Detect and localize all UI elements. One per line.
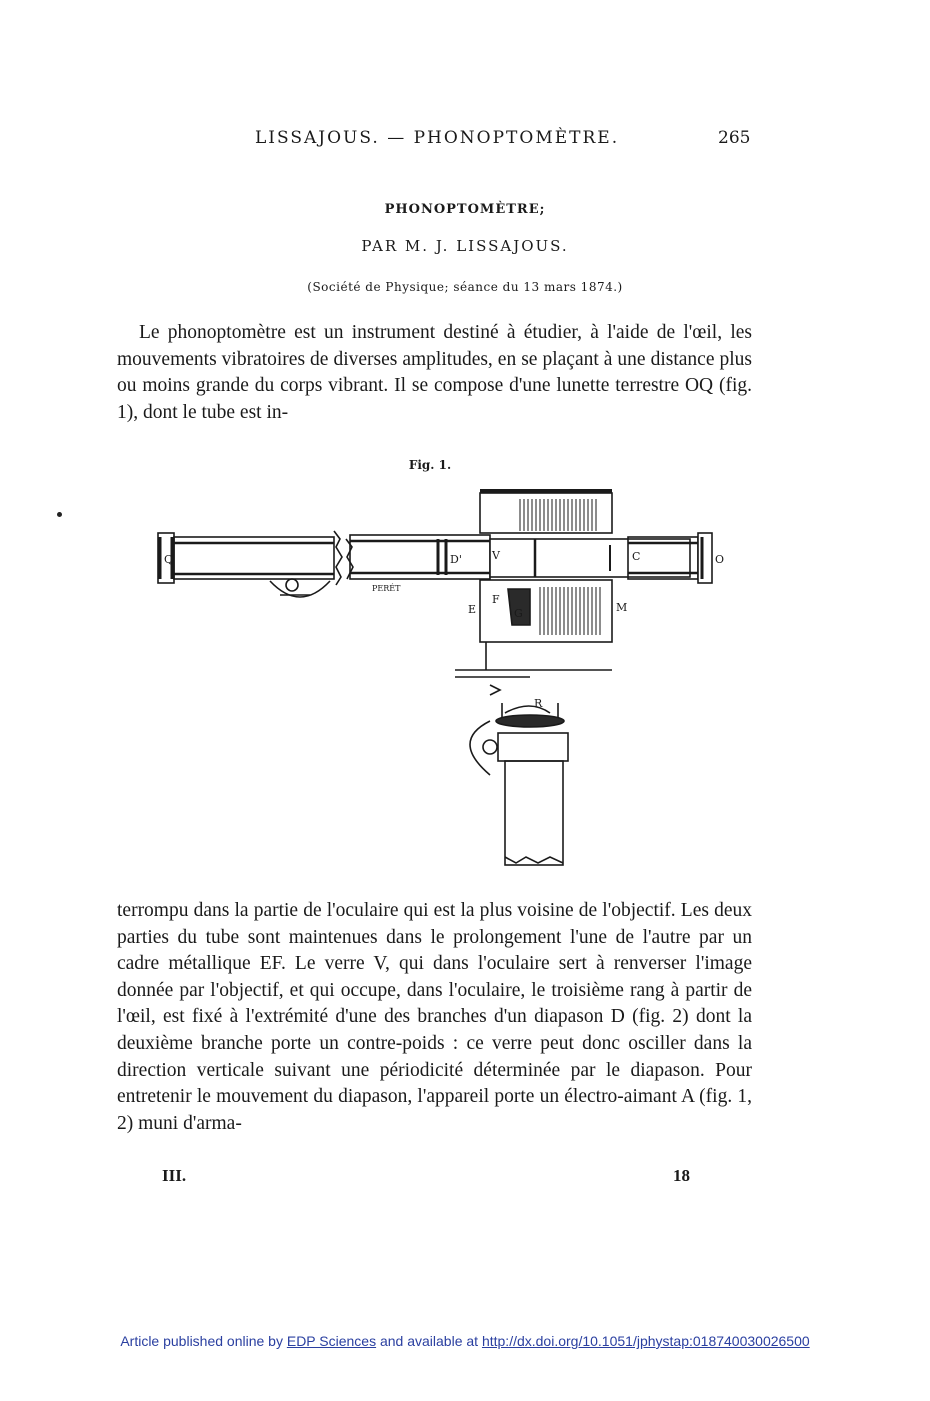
volume-mark: III.: [162, 1166, 187, 1185]
notice-middle: and available at: [376, 1333, 482, 1349]
article-title: PHONOPTOMÈTRE;: [384, 202, 546, 217]
page-number: 265: [718, 128, 751, 148]
running-title: LISSAJOUS. — PHONOPTOMÈTRE.: [255, 128, 620, 148]
figure-label: Fig. 1.: [408, 458, 452, 472]
body-paragraph-1: Le phonoptomètre est un instrument destiné à étudier, à l'aide de l'œil, les mouvements vibratoires de diverses amplitudes, en se plaçant à une distance plus ou moins grande du corps vibrant. Il se compose d'une lunette terrestre OQ (fig. 1), dont le tube est in-: [117, 322, 752, 423]
fig-letter-m: M: [616, 601, 628, 614]
phonoptometer-drawing: [150, 485, 740, 875]
signature-mark: 18: [673, 1166, 690, 1185]
tube-central: [490, 539, 690, 577]
society-note: (Société de Physique; séance du 13 mars 1874.): [307, 280, 623, 294]
stray-dot: [57, 512, 62, 517]
fig-letter-g: G: [514, 607, 523, 620]
fig-letter-e: E: [468, 603, 477, 616]
fig-letter-q: Q: [164, 553, 174, 566]
fig-letter-o: O: [715, 553, 725, 566]
fig-letter-f: F: [492, 593, 500, 606]
publisher-link[interactable]: EDP Sciences: [286, 1333, 377, 1349]
author-byline: PAR M. J. LISSAJOUS.: [361, 237, 569, 255]
doi-link[interactable]: http://dx.doi.org/10.1051/jphystap:018740030026500: [481, 1333, 810, 1349]
objective-cap-right: [698, 533, 712, 583]
clamp-hook: [470, 721, 490, 775]
fig-engraver: PERÉT: [372, 584, 401, 593]
figure-1: [150, 485, 740, 875]
clamp-collar: [498, 733, 568, 761]
fig-letter-d: D': [450, 553, 462, 566]
body-paragraph-2: terrompu dans la partie de l'oculaire qui est la plus voisine de l'objectif. Les deux parties du tube sont maintenues dans le prolongement l'une de l'autre par un cadre métallique EF. Le verre V, qui dans l'oculaire sert à renverser l'image donnée par l'objectif, et qui occupe, dans l'oculaire, le troisième rang à partir de l'œil, est fixé à l'extrémité d'une des branches d'un diapason D (fig. 2) dont la deuxième branche porte un contre-poids : ce verre peut donc osciller dans la direction verticale suivant une périodicité déterminée par le diapason. Pour entretenir le mouvement du diapason, l'appareil porte un électro-aimant A (fig. 1, 2) muni d'arma-: [117, 900, 752, 1134]
fig-letter-v: V: [492, 549, 500, 562]
publication-notice: [0, 1333, 930, 1349]
support-column: [505, 761, 563, 865]
fig-letter-c: C: [632, 550, 641, 563]
notice-prefix: Article published online by: [120, 1333, 287, 1349]
fig-letter-r: R: [534, 697, 543, 710]
clamp-screw: [496, 715, 564, 727]
